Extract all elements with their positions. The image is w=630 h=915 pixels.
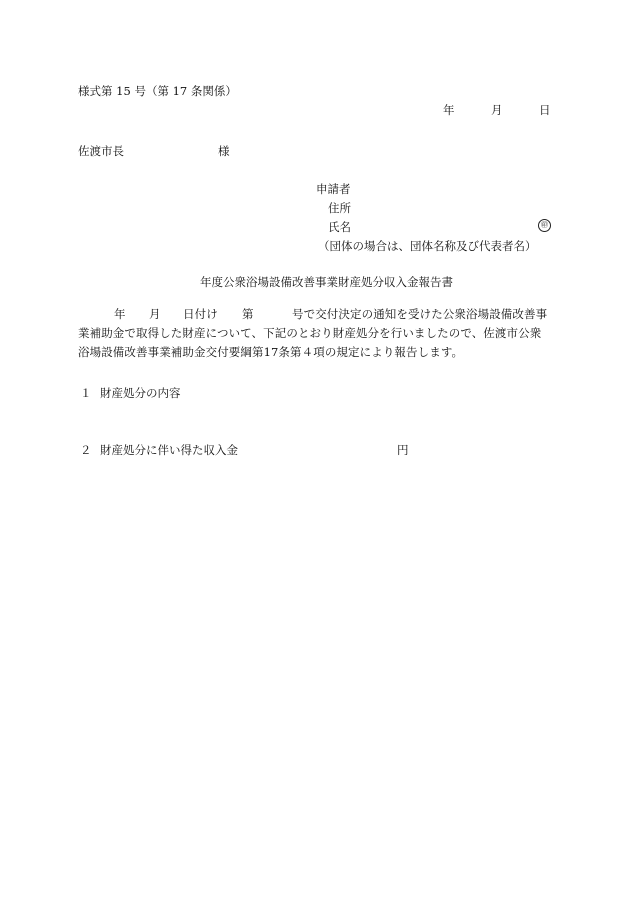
name-label: 氏名 bbox=[328, 220, 351, 234]
item-1-label: 財産処分の内容 bbox=[100, 386, 181, 400]
body-month: 月 bbox=[149, 307, 161, 321]
document-title: 年度公衆浴場設備改善事業財産処分収入金報告書 bbox=[200, 275, 453, 289]
body-line-3: 浴場設備改善事業補助金交付要綱第17条第４項の規定により報告します。 bbox=[78, 345, 464, 359]
applicant-label: 申請者 bbox=[316, 182, 351, 196]
date-month: 月 bbox=[491, 103, 503, 117]
item-1-number: １ bbox=[80, 386, 92, 400]
body-number-prefix: 第 bbox=[242, 307, 254, 321]
addressee-honorific: 様 bbox=[218, 144, 230, 158]
form-number: 様式第 15 号（第 17 条関係） bbox=[78, 84, 237, 98]
body-line-2: 業補助金で取得した財産について、下記のとおり財産処分を行いましたので、佐渡市公衆 bbox=[78, 326, 542, 340]
date-year: 年 bbox=[443, 103, 455, 117]
body-year: 年 bbox=[114, 307, 126, 321]
address-label: 住所 bbox=[328, 201, 351, 215]
addressee-name: 佐渡市長 bbox=[78, 144, 124, 158]
item-2 bbox=[80, 442, 410, 458]
item-2-label: 財産処分に伴い得た収入金 bbox=[100, 443, 238, 457]
seal-mark: ㊞ bbox=[538, 219, 551, 232]
body-paragraph bbox=[78, 305, 550, 362]
body-dated: 日付け bbox=[183, 307, 218, 321]
body-line-1-rest: 号で交付決定の通知を受けた公衆浴場設備改善事 bbox=[292, 307, 548, 321]
item-2-number: ２ bbox=[80, 443, 92, 457]
item-1 bbox=[80, 385, 181, 401]
date-day: 日 bbox=[539, 103, 551, 117]
group-note: （団体の場合は、団体名称及び代表者名） bbox=[318, 239, 537, 253]
item-2-unit: 円 bbox=[397, 443, 409, 457]
body-line-1 bbox=[78, 305, 550, 324]
